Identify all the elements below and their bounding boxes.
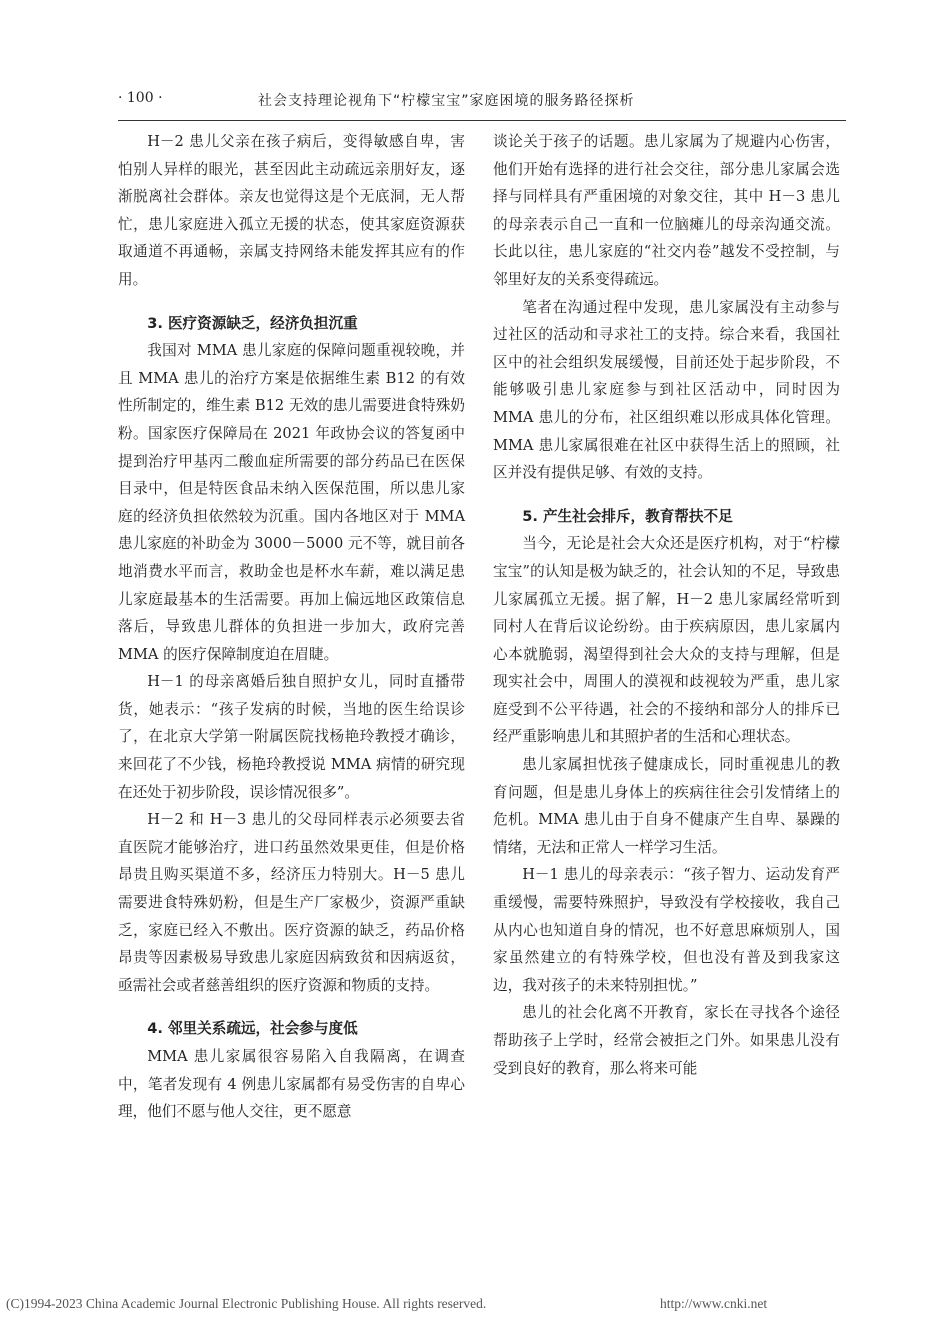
publisher-url: http://www.cnki.net	[660, 1296, 768, 1311]
paragraph: H－1 的母亲离婚后独自照护女儿，同时直播带货，她表示：“孩子发病的时候，当地的医生给误诊了，在北京大学第一附属医院找杨艳玲教授才确诊，来回花了不少钱，杨艳玲教授说 MMA 病情的研究现在还处于初步阶段，误诊情况很多”。	[118, 673, 465, 801]
paragraph: MMA 患儿家属很容易陷入自我隔离，在调查中，笔者发现有 4 例患儿家属都有易受伤害的自卑心理，他们不愿与他人交往，更不愿意	[118, 1048, 465, 1121]
paragraph: 当今，无论是社会大众还是医疗机构，对于“柠檬宝宝”的认知是极为缺乏的，社会认知的不足，导致患儿家属孤立无援。据了解，H－2 患儿家属经常听到同村人在背后议论纷纷。由于疾病原因，患儿家属内心本就脆弱，渴望得到社会大众的支持与理解，但是现实社会中，周围人的漠视和歧视较为严重，患儿家庭受到不公平待遇，社会的不接纳和部分人的排斥已经严重影响患儿和其照护者的生活和心理状态。	[493, 535, 840, 746]
paragraph: 笔者在沟通过程中发现，患儿家属没有主动参与过社区的活动和寻求社工的支持。综合来看，我国社区中的社会组织发展缓慢，目前还处于起步阶段，不能够吸引患儿家庭参与到社区活动中，同时因为 MMA 患儿的分布，社区组织难以形成具体化管理。MMA 患儿家属很难在社区中获得生活上的照顾，社区并没有提供足够、有效的支持。	[493, 298, 840, 482]
paragraph: H－2 和 H－3 患儿的父母同样表示必须要去省直医院才能够治疗，进口药虽然效果更佳，但是价格昂贵且购买渠道不多，经济压力特别大。H－5 患儿需要进食特殊奶粉，但是生产厂家极少，资源严重缺乏，家庭已经入不敷出。医疗资源的缺乏，药品价格昂贵等因素极易导致患儿家庭因病致贫和因病返贫，亟需社会或者慈善组织的医疗资源和物质的支持。	[118, 811, 465, 994]
paragraph: 患儿家属担忧孩子健康成长，同时重视患儿的教育问题，但是患儿身体上的疾病往往会引发情绪上的危机。MMA 患儿由于自身不健康产生自卑、暴躁的情绪，无法和正常人一样学习生活。	[493, 756, 840, 856]
section-heading-3: 3. 医疗资源缺乏，经济负担沉重	[147, 314, 358, 332]
paragraph: 患儿的社会化离不开教育，家长在寻找各个途径帮助孩子上学时，经常会被拒之门外。如果患儿没有受到良好的教育，那么将来可能	[493, 1004, 840, 1077]
paragraph: 我国对 MMA 患儿家庭的保障问题重视较晚，并且 MMA 患儿的治疗方案是依据维生素 B12 的有效性所制定的，维生素 B12 无效的患儿需要进食特殊奶粉。国家医疗保障局在 2021 年政协会议的答复函中提到治疗甲基丙二酸血症所需要的部分药品已在医保目录中，但是特医食品未纳入医保范围，所以患儿家庭的经济负担依然较为沉重。国内各地区对于 MMA 患儿家庭的补助金为 3000－5000 元不等，就目前各地消费水平而言，救助金也是杯水车薪，难以满足患儿家庭最基本的生活需要。再加上偏远地区政策信息落后，导致患儿群体的负担进一步加大，政府完善 MMA 的医疗保障制度迫在眉睫。	[118, 342, 465, 663]
page-header	[118, 88, 846, 121]
paragraph: H－2 患儿父亲在孩子病后，变得敏感自卑，害怕别人异样的眼光，甚至因此主动疏远亲朋好友，逐渐脱离社会群体。亲友也觉得这是个无底洞，无人帮忙，患儿家庭进入孤立无援的状态，使其家庭资源获取通道不再通畅，亲属支持网络未能发挥其应有的作用。	[118, 133, 465, 288]
section-heading-4: 4. 邻里关系疏远，社会参与度低	[147, 1020, 358, 1038]
right-column	[493, 128, 840, 1082]
section-heading-5: 5. 产生社会排斥，教育帮扶不足	[522, 507, 733, 525]
left-column	[118, 128, 465, 1126]
paragraph: H－1 患儿的母亲表示：“孩子智力、运动发育严重缓慢，需要特殊照护，导致没有学校接收，我自己从内心也知道自身的情况，也不好意思麻烦别人，国家虽然建立的有特殊学校，但也没有普及到我家这边，我对孩子的未来特别担忧。”	[493, 866, 840, 994]
page-number: · 100 ·	[118, 90, 163, 106]
paragraph-continued: 谈论关于孩子的话题。患儿家属为了规避内心伤害，他们开始有选择的进行社会交往，部分患儿家属会选择与同样具有严重困境的对象交往，其中 H－3 患儿的母亲表示自己一直和一位脑瘫儿的母亲沟通交流。长此以往，患儿家庭的“社交内卷”越发不受控制，与邻里好友的关系变得疏远。	[493, 133, 840, 288]
copyright-notice: (C)1994-2023 China Academic Journal Electronic Publishing House. All rights reserved.	[6, 1296, 487, 1311]
running-title: 社会支持理论视角下“柠檬宝宝”家庭困境的服务路径探析	[258, 93, 635, 109]
